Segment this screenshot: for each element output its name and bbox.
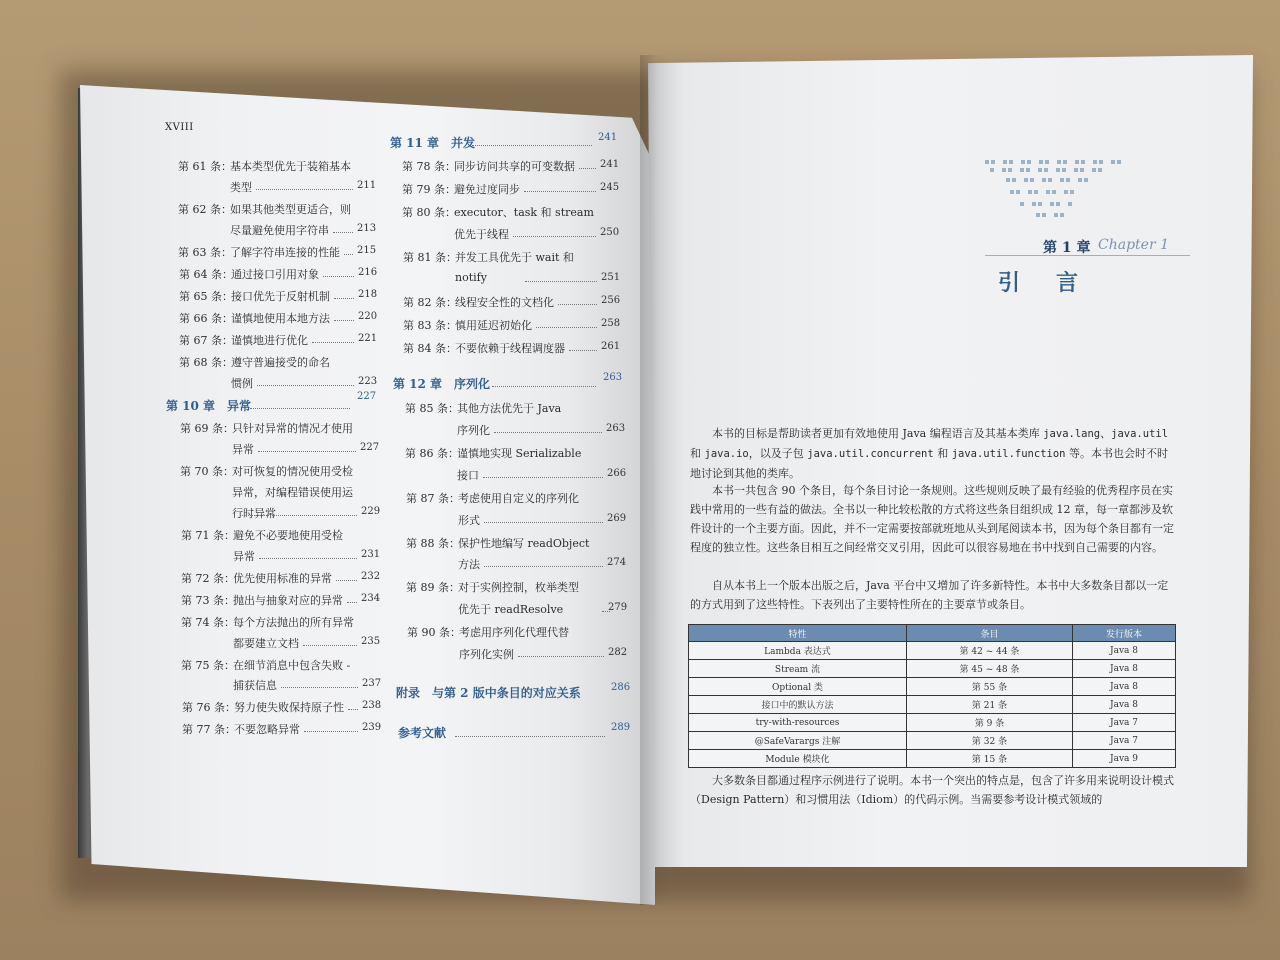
pixel-dot xyxy=(985,160,989,164)
toc-page-number: 279 xyxy=(608,602,628,614)
toc-page-number: 211 xyxy=(357,179,377,191)
table-cell-item: 第 21 条 xyxy=(907,696,1073,714)
toc-entry-cont: 优先于 readResolve xyxy=(458,603,564,617)
toc-page-number: 251 xyxy=(601,271,621,283)
leader-dots xyxy=(259,558,357,559)
toc-entry-text: 不要忽略异常 xyxy=(234,723,300,737)
table-row xyxy=(689,696,1176,714)
page-runner: XVIII xyxy=(165,122,194,133)
toc-label: 第 62 条： xyxy=(178,202,232,216)
pixel-dot xyxy=(1050,202,1054,206)
leader-dots xyxy=(524,191,596,192)
toc-label: 第 79 条： xyxy=(402,183,456,196)
table-header-release: 发行版本 xyxy=(1073,625,1176,642)
toc-entry-cont: 惯例 xyxy=(231,376,253,390)
pixel-dot xyxy=(1046,190,1050,194)
pixel-dot xyxy=(1052,190,1056,194)
table-cell-release: Java 8 xyxy=(1073,678,1176,696)
pixel-dot xyxy=(1027,160,1031,164)
appendix-heading: 附录 与第 2 版中条目的对应关系 xyxy=(396,686,581,700)
pixel-dot xyxy=(1062,168,1066,172)
pixel-dot xyxy=(1056,168,1060,172)
chapter-10-heading: 第 10 章 异常 xyxy=(166,399,252,413)
toc-entry-text: 保护性地编写 readObject xyxy=(458,536,590,550)
chapter-12-page: 263 xyxy=(603,372,623,383)
pixel-dot xyxy=(1063,160,1067,164)
toc-entry-text: 优先使用标准的异常 xyxy=(233,571,332,585)
leader-dots xyxy=(303,645,357,646)
toc-page-number: 256 xyxy=(601,294,621,306)
leader-dots xyxy=(304,731,358,732)
pixel-dot xyxy=(1080,168,1084,172)
pixel-dot xyxy=(1048,178,1052,182)
pixel-dot xyxy=(1042,213,1046,217)
toc-label: 第 74 条： xyxy=(181,615,235,629)
table-cell-release: Java 8 xyxy=(1073,660,1176,678)
toc-entry-cont: 都要建立文档 xyxy=(233,636,299,650)
pixel-dot xyxy=(1064,190,1068,194)
table-cell-item: 第 55 条 xyxy=(907,678,1073,696)
leader-dots xyxy=(281,687,358,688)
toc-entry-cont: 接口 xyxy=(457,468,479,482)
toc-entry-text: executor、task 和 stream xyxy=(454,206,594,219)
pixel-dot xyxy=(1008,168,1012,172)
pixel-dot xyxy=(1039,160,1043,164)
pixel-dot xyxy=(1045,160,1049,164)
pixel-dot xyxy=(1002,168,1006,172)
toc-entry-text: 每个方法抛出的所有异常 xyxy=(233,615,354,629)
pixel-dot xyxy=(1098,168,1102,172)
chapter-10-page: 227 xyxy=(357,391,377,402)
leader-dots xyxy=(312,342,354,343)
toc-label: 第 89 条： xyxy=(406,581,460,595)
pixel-dot xyxy=(1020,168,1024,172)
appendix-page: 286 xyxy=(611,682,631,693)
book-spine xyxy=(640,55,670,905)
leader-dots xyxy=(492,386,596,387)
pixel-dot xyxy=(1066,178,1070,182)
table-row xyxy=(689,642,1176,660)
toc-entry-cont: 异常，对编程错误使用运 xyxy=(232,485,353,499)
toc-entry-text: 并发工具优先于 wait 和 xyxy=(455,250,574,264)
toc-entry-cont: 优先于线程 xyxy=(454,227,509,241)
table-header-feature: 特性 xyxy=(689,625,907,642)
leader-dots xyxy=(344,254,353,255)
toc-label: 第 82 条： xyxy=(403,295,457,309)
toc-entry-text: 努力使失败保持原子性 xyxy=(234,701,344,715)
leader-dots xyxy=(494,432,602,433)
pixel-dot xyxy=(1006,178,1010,182)
chapter-11-heading: 第 11 章 并发 xyxy=(390,136,476,150)
pixel-dot xyxy=(1038,202,1042,206)
pixel-dot xyxy=(1016,190,1020,194)
feature-table xyxy=(688,624,1176,768)
toc-label: 第 71 条： xyxy=(181,528,235,542)
toc-page-number: 213 xyxy=(357,222,377,234)
toc-page-number: 250 xyxy=(600,226,620,238)
toc-entry-cont: 异常 xyxy=(232,442,254,456)
toc-label: 第 66 条： xyxy=(179,311,233,325)
toc-label: 第 87 条： xyxy=(406,491,460,505)
pixel-dot xyxy=(990,168,994,172)
table-cell-feature: Optional 类 xyxy=(689,678,907,696)
pixel-dot xyxy=(1099,160,1103,164)
toc-entry-text: 谨慎地进行优化 xyxy=(231,333,308,347)
toc-label: 第 61 条： xyxy=(178,160,232,173)
toc-label: 第 70 条： xyxy=(180,464,234,478)
toc-page-number: 227 xyxy=(360,441,380,453)
pixel-dot xyxy=(1070,190,1074,194)
toc-page-number: 241 xyxy=(600,159,620,170)
toc-page-number: 234 xyxy=(361,592,381,604)
leader-dots xyxy=(455,736,605,737)
toc-page-number: 261 xyxy=(601,340,621,352)
pixel-dot xyxy=(1117,160,1121,164)
leader-dots xyxy=(347,602,357,603)
toc-entry-text: 了解字符串连接的性能 xyxy=(230,245,340,259)
toc-entry-cont: 尽量避免使用字符串 xyxy=(230,223,329,237)
pixel-dot xyxy=(1092,168,1096,172)
table-row xyxy=(689,732,1176,750)
table-cell-item: 第 15 条 xyxy=(907,750,1073,768)
table-cell-release: Java 7 xyxy=(1073,732,1176,750)
table-cell-release: Java 8 xyxy=(1073,696,1176,714)
leader-dots xyxy=(484,522,603,523)
table-header-row xyxy=(689,625,1176,642)
leader-dots xyxy=(240,515,357,516)
toc-entry-text: 遵守普遍接受的命名 xyxy=(231,355,330,369)
leader-dots xyxy=(569,350,597,351)
pixel-dot xyxy=(1068,202,1072,206)
toc-entry-text: 谨慎地使用本地方法 xyxy=(231,311,330,325)
toc-entry-text: 对于实例控制，枚举类型 xyxy=(458,581,579,595)
pixel-dot xyxy=(1034,190,1038,194)
toc-entry-text: 同步访问共享的可变数据 xyxy=(454,160,575,173)
leader-dots xyxy=(250,408,350,409)
table-cell-feature: @SafeVarargs 注解 xyxy=(689,732,907,750)
toc-entry-text: 抛出与抽象对应的异常 xyxy=(233,593,343,607)
toc-entry-text: 谨慎地实现 Serializable xyxy=(457,446,582,460)
toc-page-number: 258 xyxy=(601,317,621,329)
toc-label: 第 78 条： xyxy=(402,160,456,173)
leader-dots xyxy=(348,709,358,710)
pixel-dot xyxy=(1021,160,1025,164)
pixel-dot xyxy=(1081,160,1085,164)
paragraph-1: 本书的目标是帮助读者更加有效地使用 Java 编程语言及其基本类库 java.lang、java.util 和 java.io，以及子包 java.util.concurrent 和 java.util.function 等。本书也会时不时地讨论到其他的类库。 xyxy=(690,427,1169,480)
toc-page-number: 282 xyxy=(608,647,628,659)
toc-label: 第 69 条： xyxy=(180,422,234,435)
toc-entry-text: 线程安全性的文档化 xyxy=(455,295,554,309)
pixel-dot xyxy=(1057,160,1061,164)
pixel-dot xyxy=(1111,160,1115,164)
toc-label: 第 85 条： xyxy=(405,402,459,415)
toc-page-number: 215 xyxy=(357,244,377,256)
toc-label: 第 84 条： xyxy=(403,341,457,355)
table-cell-release: Java 9 xyxy=(1073,750,1176,768)
table-row xyxy=(689,714,1176,732)
toc-entry-text: 对可恢复的情况使用受检 xyxy=(232,464,353,478)
toc-entry-cont: notify xyxy=(455,270,487,284)
table-cell-feature: Stream 流 xyxy=(689,660,907,678)
toc-label: 第 63 条： xyxy=(178,245,232,259)
table-cell-item: 第 45 ~ 48 条 xyxy=(907,660,1073,678)
leader-dots xyxy=(258,451,356,452)
toc-page-number: 263 xyxy=(606,422,626,434)
toc-page-number: 216 xyxy=(358,266,378,278)
toc-label: 第 77 条： xyxy=(182,723,236,737)
toc-page-number: 269 xyxy=(607,512,627,524)
chapter-title: 引言 xyxy=(998,270,1115,296)
toc-entry-cont: 形式 xyxy=(458,513,480,527)
toc-entry-text: 其他方法优先于 Java xyxy=(457,402,562,415)
chapter-script: Chapter 1 xyxy=(1098,237,1169,253)
toc-entry-cont: 方法 xyxy=(458,558,480,572)
table-row xyxy=(689,678,1176,696)
table-cell-item: 第 9 条 xyxy=(907,714,1073,732)
toc-page-number: 266 xyxy=(607,467,627,479)
pixel-dot xyxy=(1074,168,1078,172)
toc-page-number: 220 xyxy=(358,310,378,322)
toc-page-number: 235 xyxy=(361,635,381,647)
pixel-dot xyxy=(1042,178,1046,182)
toc-entry-text: 考虑使用自定义的序列化 xyxy=(458,491,579,505)
pixel-dot xyxy=(1010,190,1014,194)
leader-dots xyxy=(518,656,604,657)
pixel-dot xyxy=(1003,160,1007,164)
toc-page-number: 229 xyxy=(361,505,381,517)
leader-dots xyxy=(513,236,596,237)
table-cell-item: 第 42 ~ 44 条 xyxy=(907,642,1073,660)
toc-label: 第 73 条： xyxy=(181,593,235,607)
leader-dots xyxy=(256,189,353,190)
paragraph-2: 本书一共包含 90 个条目，每个条目讨论一条规则。这些规则反映了最有经验的优秀程序员在实践中常用的一些有益的做法。全书以一种比较松散的方式将这些条目组织成 12 章，每一章都涉及软件设计的一个主要方面。因此，并不一定需要按部就班地从头到尾阅读本书，因为每个条目都有一定程度的独立性。这些条目相互之间经常交叉引用，因此可以很容易地在书中找到自己需要的内容。 xyxy=(690,484,1174,554)
toc-entry-cont: 类型 xyxy=(230,180,252,194)
toc-page-number: 237 xyxy=(362,678,382,690)
leader-dots xyxy=(558,304,597,305)
leader-dots xyxy=(579,168,596,169)
toc-label: 第 90 条： xyxy=(407,626,461,640)
references-heading: 参考文献 xyxy=(398,726,447,740)
toc-entry-cont: 序列化实例 xyxy=(459,648,514,662)
leader-dots xyxy=(334,320,354,321)
chapter-11-page: 241 xyxy=(598,132,618,143)
table-cell-feature: 接口中的默认方法 xyxy=(689,696,907,714)
pixel-dot xyxy=(1009,160,1013,164)
toc-entry-text: 在细节消息中包含失败 - xyxy=(233,658,351,672)
pixel-dot xyxy=(1044,168,1048,172)
toc-entry-text: 避免过度同步 xyxy=(454,183,520,196)
leader-dots xyxy=(257,385,354,386)
pixel-dot xyxy=(1056,202,1060,206)
leader-dots xyxy=(525,281,597,282)
leader-dots xyxy=(536,327,597,328)
toc-entry-text: 只针对异常的情况才使用 xyxy=(232,422,353,435)
toc-entry-text: 通过接口引用对象 xyxy=(231,267,319,281)
toc-entry-cont: 异常 xyxy=(233,549,255,563)
pixel-dot xyxy=(1078,178,1082,182)
leader-dots xyxy=(323,276,354,277)
toc-label: 第 64 条： xyxy=(179,267,233,281)
pixel-dot xyxy=(1093,160,1097,164)
toc-page-number: 238 xyxy=(362,700,382,712)
toc-label: 第 65 条： xyxy=(179,289,233,303)
toc-label: 第 76 条： xyxy=(182,701,236,715)
toc-label: 第 83 条： xyxy=(403,318,457,332)
pixel-dot xyxy=(991,160,995,164)
toc-page-number: 245 xyxy=(600,182,620,193)
table-row xyxy=(689,750,1176,768)
table-cell-feature: try-with-resources xyxy=(689,714,907,732)
references-page: 289 xyxy=(611,722,631,733)
toc-page-number: 218 xyxy=(358,288,378,300)
pixel-dot xyxy=(1030,178,1034,182)
leader-dots xyxy=(484,566,603,567)
toc-entry-text: 不要依赖于线程调度器 xyxy=(455,341,565,355)
table-cell-feature: Lambda 表达式 xyxy=(689,642,907,660)
pixel-dot xyxy=(1026,168,1030,172)
leader-dots xyxy=(483,477,603,478)
pixel-dot xyxy=(1012,178,1016,182)
toc-page-number: 231 xyxy=(361,548,381,560)
pixel-dot xyxy=(1060,213,1064,217)
table-header-item: 条目 xyxy=(907,625,1073,642)
toc-label: 第 68 条： xyxy=(179,355,233,369)
toc-entry-cont: 捕获信息 xyxy=(233,679,277,693)
leader-dots xyxy=(334,298,354,299)
chapter-12-heading: 第 12 章 序列化 xyxy=(393,377,491,391)
chapter-number: 第 1 章 xyxy=(1043,240,1091,256)
toc-entry-text: 慎用延迟初始化 xyxy=(455,318,532,332)
pixel-dot xyxy=(1028,190,1032,194)
pixel-dot xyxy=(1075,160,1079,164)
toc-page-number: 239 xyxy=(362,722,382,734)
toc-label: 第 75 条： xyxy=(181,658,235,672)
toc-label: 第 88 条： xyxy=(406,536,460,550)
table-row xyxy=(689,660,1176,678)
leader-dots xyxy=(472,145,592,146)
toc-entry-text: 避免不必要地使用受检 xyxy=(233,528,343,542)
pixel-dot xyxy=(1032,202,1036,206)
toc-label: 第 81 条： xyxy=(403,250,457,264)
leader-dots xyxy=(333,232,353,233)
toc-page-number: 223 xyxy=(358,375,378,387)
table-cell-item: 第 32 条 xyxy=(907,732,1073,750)
pixel-dot xyxy=(1024,178,1028,182)
toc-label: 第 86 条： xyxy=(405,446,459,460)
toc-entry-text: 接口优先于反射机制 xyxy=(231,289,330,303)
pixel-dot xyxy=(1020,202,1024,206)
pixel-dot xyxy=(1060,178,1064,182)
toc-entry-text: 基本类型优先于装箱基本 xyxy=(230,160,351,173)
toc-label: 第 67 条： xyxy=(179,333,233,347)
table-cell-release: Java 8 xyxy=(1073,642,1176,660)
paragraph-3: 自从本书上一个版本出版之后，Java 平台中又增加了许多新特性。本书中大多数条目都以一定的方式用到了这些特性。下表列出了主要特性所在的主要章节或条目。 xyxy=(690,579,1169,611)
table-body xyxy=(689,642,1176,768)
leader-dots xyxy=(336,580,357,581)
pixel-dot xyxy=(1036,213,1040,217)
toc-entry-text: 如果其他类型更适合，则 xyxy=(230,202,351,216)
toc-page-number: 232 xyxy=(361,570,381,582)
table-cell-feature: Module 模块化 xyxy=(689,750,907,768)
toc-label: 第 80 条： xyxy=(402,206,456,219)
pixel-dot xyxy=(1054,213,1058,217)
toc-page-number: 221 xyxy=(358,332,378,344)
toc-page-number: 274 xyxy=(607,557,627,569)
pixel-dot xyxy=(1084,178,1088,182)
toc-entry-text: 考虑用序列化代理代替 xyxy=(459,626,569,640)
paragraph-4: 大多数条目都通过程序示例进行了说明。本书一个突出的特点是，包含了许多用来说明设计模式（Design Pattern）和习惯用法（Idiom）的代码示例。当需要参考设计模式领域的 xyxy=(690,774,1174,806)
toc-entry-cont: 行时异常 xyxy=(232,506,276,520)
table-cell-release: Java 7 xyxy=(1073,714,1176,732)
toc-label: 第 72 条： xyxy=(181,571,235,585)
pixel-dot xyxy=(1038,168,1042,172)
toc-entry-cont: 序列化 xyxy=(457,423,490,437)
